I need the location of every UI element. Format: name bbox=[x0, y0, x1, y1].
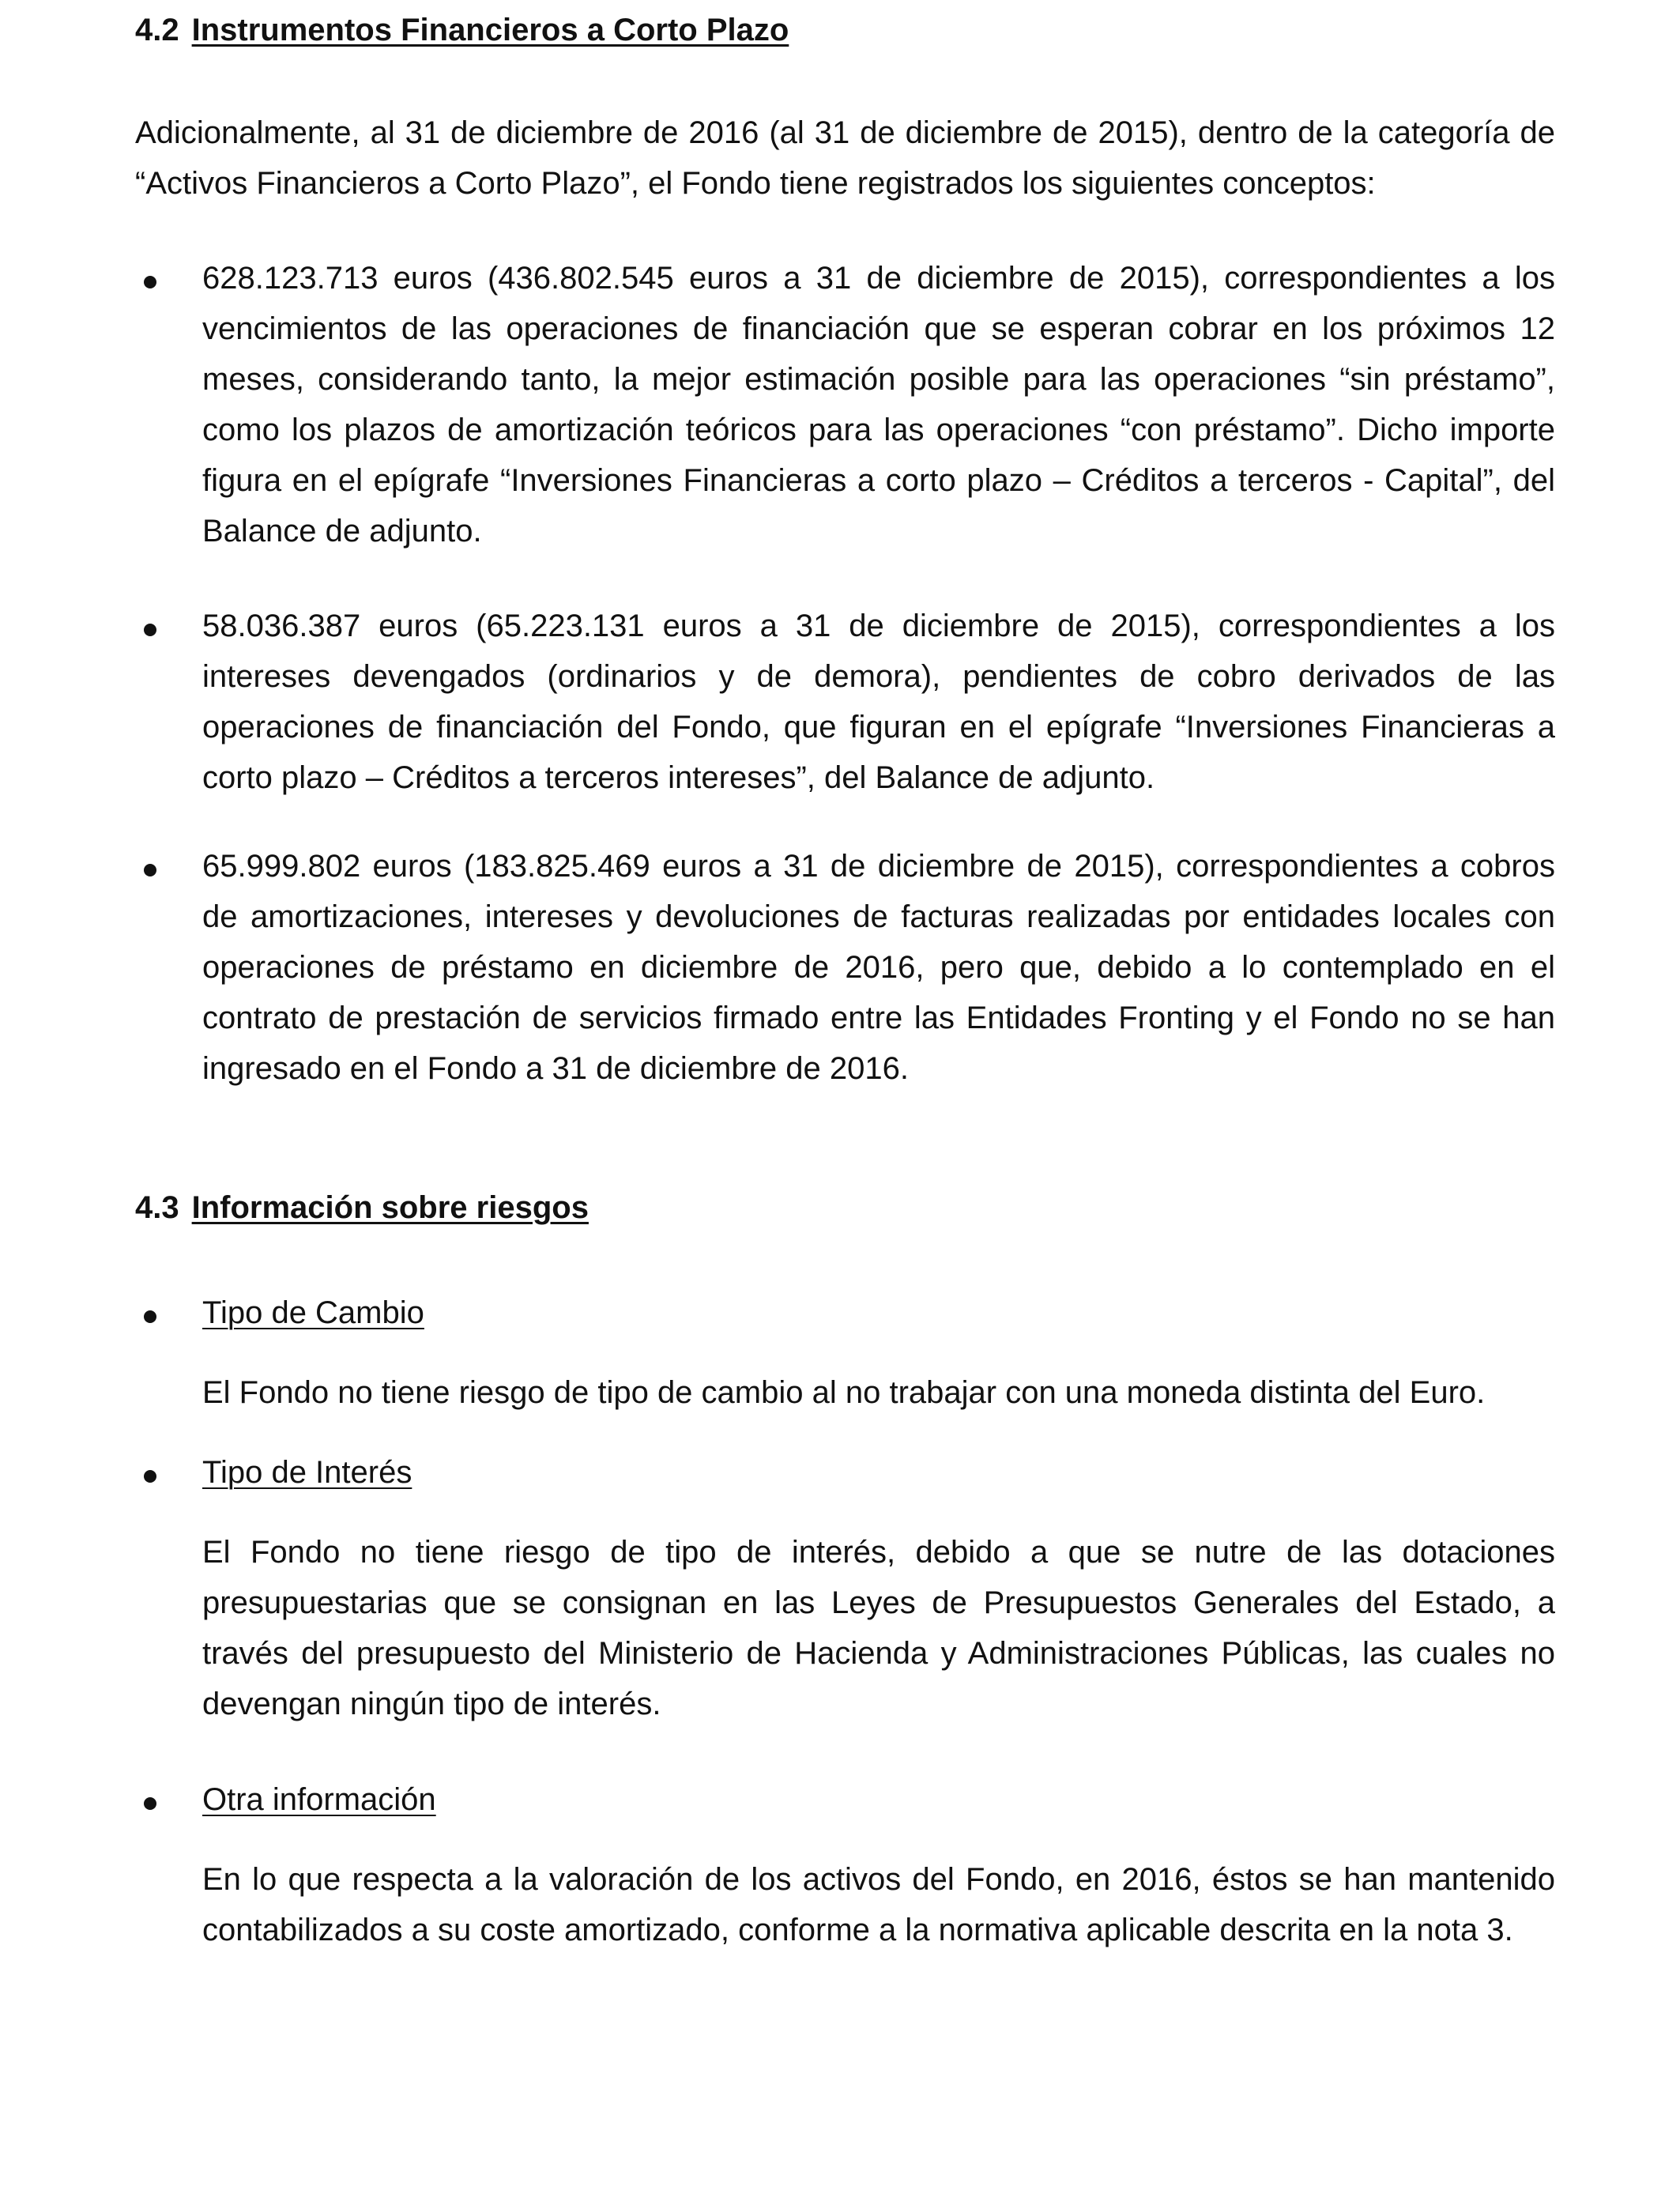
bullet-icon bbox=[144, 1470, 156, 1483]
bullet-icon bbox=[144, 1310, 156, 1323]
section-4-3-heading bbox=[135, 1192, 589, 1223]
bullet-icon bbox=[144, 276, 156, 288]
risk-text-otra-informacion: En lo que respecta a la valoración de los activos del Fondo, en 2016, éstos se han mantenido contabilizados a su coste amortizado, conforme a la normativa aplicable descrita en la nota 3. bbox=[202, 1862, 1555, 1947]
section-number: 4.2 bbox=[135, 13, 179, 47]
bullet-icon bbox=[144, 864, 156, 876]
list-item: 628.123.713 euros (436.802.545 euros a 31 de diciembre de 2015), correspondientes a los vencimientos de las operaciones de financiación que se esperan cobrar en los próximos 12 meses, considerando tanto, la mejor estimación posible para las operaciones “sin préstamo”, como los plazos de amortización teóricos para las operaciones “con préstamo”. Dicho importe figura en el epígrafe “Inversiones Financieras a corto plazo – Créditos a terceros - Capital”, del Balance de adjunto. bbox=[202, 261, 1555, 548]
intro-paragraph: Adicionalmente, al 31 de diciembre de 2016 (al 31 de diciembre de 2015), dentro de la categoría de “Activos Financieros a Corto Plazo”, el Fondo tiene registrados los siguientes conceptos: bbox=[135, 115, 1555, 201]
risk-text-tipo-de-cambio: El Fondo no tiene riesgo de tipo de cambio al no trabajar con una moneda distinta del Euro. bbox=[202, 1375, 1486, 1410]
list-item: 65.999.802 euros (183.825.469 euros a 31 de diciembre de 2015), correspondientes a cobros de amortizaciones, intereses y devoluciones de facturas realizadas por entidades locales con operaciones de préstamo en diciembre de 2016, pero que, debido a lo contemplado en el contrato de prestación de servicios firmado entre las Entidades Fronting y el Fondo no se han ingresado en el Fondo a 31 de diciembre de 2016. bbox=[202, 849, 1555, 1086]
section-title: Información sobre riesgos bbox=[191, 1190, 589, 1225]
bullet-icon bbox=[144, 624, 156, 636]
risk-label-tipo-de-cambio: Tipo de Cambio bbox=[202, 1295, 424, 1330]
risk-label-otra-informacion: Otra información bbox=[202, 1782, 436, 1817]
section-title: Instrumentos Financieros a Corto Plazo bbox=[191, 13, 789, 47]
section-4-2-heading bbox=[135, 14, 789, 46]
risk-text-tipo-de-interes: El Fondo no tiene riesgo de tipo de interés, debido a que se nutre de las dotaciones presupuestarias que se consignan en las Leyes de Presupuestos Generales del Estado, a través del presupuesto del Ministerio de Hacienda y Administraciones Públicas, las cuales no devengan ningún tipo de interés. bbox=[202, 1535, 1555, 1721]
section-number: 4.3 bbox=[135, 1190, 179, 1225]
list-item: 58.036.387 euros (65.223.131 euros a 31 de diciembre de 2015), correspondientes a los intereses devengados (ordinarios y de demora), pendientes de cobro derivados de las operaciones de financiación del Fondo, que figuran en el epígrafe “Inversiones Financieras a corto plazo – Créditos a terceros intereses”, del Balance de adjunto. bbox=[202, 609, 1555, 795]
risk-label-tipo-de-interes: Tipo de Interés bbox=[202, 1455, 412, 1490]
bullet-icon bbox=[144, 1797, 156, 1810]
